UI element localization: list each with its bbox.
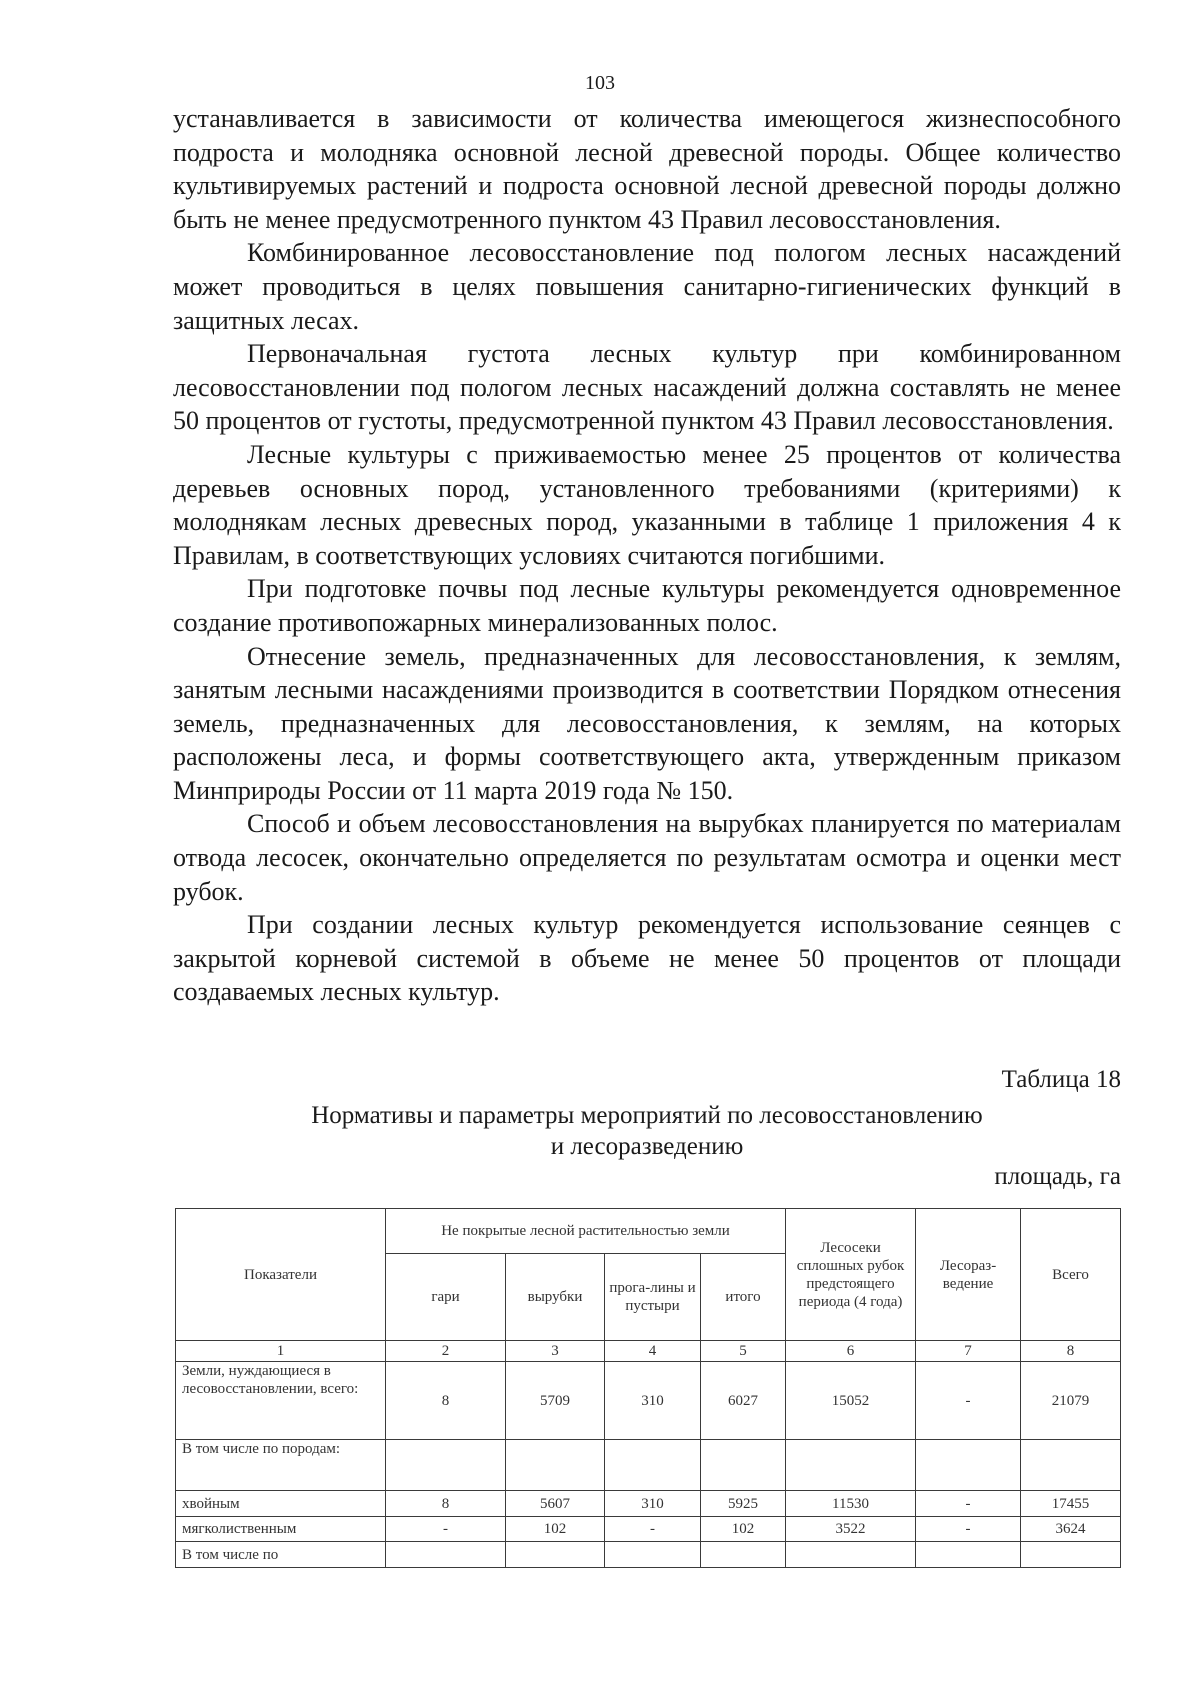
paragraph-closed-root-seedlings: При создании лесных культур рекомендуется использование сеянцев с закрытой корневой системой в объеме не менее 50 процентов от площади создаваемых лесных культур. (173, 910, 1121, 1007)
row-label: В том числе по породам: (176, 1440, 386, 1491)
table-cell (786, 1440, 916, 1491)
table-cell (386, 1440, 506, 1491)
table-column-numbers (176, 1341, 1121, 1362)
table-row (176, 1542, 1121, 1568)
header-glades: прога-лины и пустыри (605, 1254, 701, 1341)
header-total: Всего (1021, 1209, 1121, 1341)
table-title-line-1: Нормативы и параметры мероприятий по лесовосстановлению (311, 1102, 983, 1129)
paragraph-soil-preparation: При подготовке почвы под лесные культуры рекомендуется одновременное создание противопожарных минерализованных полос. (173, 574, 1121, 637)
table-header-row-1 (176, 1209, 1121, 1254)
table-cell: 102 (701, 1517, 786, 1542)
table-cell: - (916, 1517, 1021, 1542)
table-cell: 21079 (1021, 1362, 1121, 1440)
header-afforestation: Лесораз-ведение (916, 1209, 1021, 1341)
table-title-line-2: и лесоразведению (550, 1133, 744, 1160)
table-cell: 17455 (1021, 1491, 1121, 1517)
table-cell (506, 1440, 605, 1491)
row-label: В том числе по (176, 1542, 386, 1568)
column-number: 4 (605, 1341, 701, 1362)
table-cell: 8 (386, 1491, 506, 1517)
table-cell: 3624 (1021, 1517, 1121, 1542)
table-cell: 3522 (786, 1517, 916, 1542)
row-label: мягколиственным (176, 1517, 386, 1542)
paragraph-combined-reforestation: Комбинированное лесовосстановление под пологом лесных насаждений может проводиться в целях повышения санитарно-гигиенических функций в защитных лесах. (173, 238, 1121, 335)
header-indicators: Показатели (176, 1209, 386, 1341)
table-cell: - (605, 1517, 701, 1542)
table-cell (386, 1542, 506, 1568)
header-subtotal: итого (701, 1254, 786, 1341)
table-row (176, 1517, 1121, 1542)
table-number: Таблица 18 (1001, 1066, 1121, 1093)
header-burns: гари (386, 1254, 506, 1341)
table-cell: 310 (605, 1491, 701, 1517)
table-cell: 5925 (701, 1491, 786, 1517)
table-cell (1021, 1440, 1121, 1491)
column-number: 6 (786, 1341, 916, 1362)
column-number: 3 (506, 1341, 605, 1362)
table-cell: - (916, 1362, 1021, 1440)
table-cell (786, 1542, 916, 1568)
page-number: 103 (585, 72, 615, 94)
table-row (176, 1362, 1121, 1440)
header-clearings: вырубки (506, 1254, 605, 1341)
table-cell: 6027 (701, 1362, 786, 1440)
table-caption (173, 1063, 1121, 1192)
paragraph-land-classification: Отнесение земель, предназначенных для лесовосстановления, к землям, занятым лесными насаждениями производится в соответствии Порядком отнесения земель, предназначенных для лесовосстановления, к землям, на которых расположены леса, и формы соответствующего акта, утвержденным приказом Минприроды России от 11 марта 2019 года № 150. (173, 641, 1121, 805)
table-cell: 5709 (506, 1362, 605, 1440)
table-row (176, 1440, 1121, 1491)
row-label: хвойным (176, 1491, 386, 1517)
paragraph-survival-rate: Лесные культуры с приживаемостью менее 25 процентов от количества деревьев основных пород, установленного требованиями (критериями) к молоднякам лесных древесных пород, указанными в таблице 1 приложения 4 к Правилам, в соответствующих условиях считаются погибшими. (173, 439, 1121, 570)
row-label: Земли, нуждающиеся в лесовосстановлении, всего: (176, 1362, 386, 1440)
table-title (173, 1100, 1121, 1162)
table-cell: - (386, 1517, 506, 1542)
header-not-covered: Не покрытые лесной растительностью земли (386, 1209, 786, 1254)
table-cell: 310 (605, 1362, 701, 1440)
table-cell: 5607 (506, 1491, 605, 1517)
paragraph-initial-density: Первоначальная густота лесных культур при комбинированном лесовосстановлении под пологом лесных насаждений должна составлять не менее 50 процентов от густоты, предусмотренной пунктом 43 Правил лесовосстановления. (173, 339, 1121, 436)
table-cell (701, 1542, 786, 1568)
body-text (173, 102, 1121, 1009)
table-cell (1021, 1542, 1121, 1568)
table-cell: - (916, 1491, 1021, 1517)
reforestation-norms-table (175, 1208, 1121, 1568)
header-cutting-areas: Лесосеки сплошных рубок предстоящего периода (4 года) (786, 1209, 916, 1341)
table-row (176, 1491, 1121, 1517)
table-cell (701, 1440, 786, 1491)
column-number: 5 (701, 1341, 786, 1362)
table-cell: 11530 (786, 1491, 916, 1517)
column-number: 2 (386, 1341, 506, 1362)
paragraph-continuation: устанавливается в зависимости от количества имеющегося жизнеспособного подроста и молодняка основной лесной древесной породы. Общее количество культивируемых растений и подроста основной лесной древесной породы должно быть не менее предусмотренного пунктом 43 Правил лесовосстановления. (173, 104, 1121, 234)
table-cell (605, 1440, 701, 1491)
column-number: 1 (176, 1341, 386, 1362)
column-number: 8 (1021, 1341, 1121, 1362)
paragraph-method-volume: Способ и объем лесовосстановления на вырубках планируется по материалам отвода лесосек, окончательно определяется по результатам осмотра и оценки мест рубок. (173, 809, 1121, 906)
table-unit: площадь, га (994, 1163, 1121, 1190)
column-number: 7 (916, 1341, 1021, 1362)
table-cell (605, 1542, 701, 1568)
table-cell: 102 (506, 1517, 605, 1542)
table-cell (916, 1542, 1021, 1568)
table-cell (916, 1440, 1021, 1491)
table-cell (506, 1542, 605, 1568)
table-cell: 8 (386, 1362, 506, 1440)
table-cell: 15052 (786, 1362, 916, 1440)
